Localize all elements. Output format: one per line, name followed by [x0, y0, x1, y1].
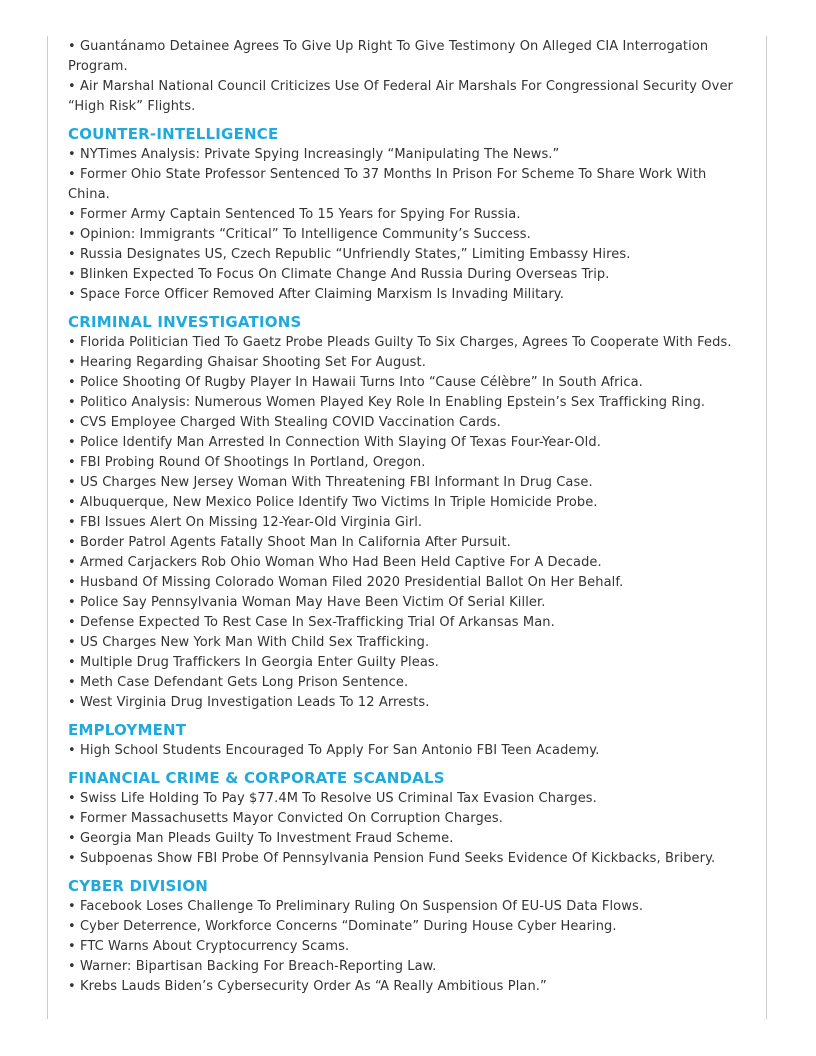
headline-link[interactable]: • Swiss Life Holding To Pay $77.4M To Resolve US Criminal Tax Evasion Charges.: [68, 791, 597, 806]
headline-link[interactable]: • Air Marshal National Council Criticizes Use Of Federal Air Marshals For Congressional Security Over “High Risk” Flights.: [68, 79, 733, 114]
headline-link[interactable]: • Border Patrol Agents Fatally Shoot Man In California After Pursuit.: [68, 535, 511, 550]
headline-link[interactable]: • Krebs Lauds Biden’s Cybersecurity Order As “A Really Ambitious Plan.”: [68, 979, 547, 994]
headline-link[interactable]: • Meth Case Defendant Gets Long Prison Sentence.: [68, 675, 409, 690]
headline-link[interactable]: • Former Army Captain Sentenced To 15 Years for Spying For Russia.: [68, 207, 521, 222]
headline-link[interactable]: • CVS Employee Charged With Stealing COVID Vaccination Cards.: [68, 415, 501, 430]
headline-link[interactable]: • US Charges New Jersey Woman With Threatening FBI Informant In Drug Case.: [68, 475, 593, 490]
headline-link[interactable]: • Cyber Deterrence, Workforce Concerns “Dominate” During House Cyber Hearing.: [68, 919, 617, 934]
headline-link[interactable]: • Space Force Officer Removed After Claiming Marxism Is Invading Military.: [68, 287, 564, 302]
headline-link[interactable]: • Defense Expected To Rest Case In Sex-Trafficking Trial Of Arkansas Man.: [68, 615, 555, 630]
newsletter-body: [68, 37, 742, 997]
section-cyber-division: [68, 876, 742, 997]
headline-link[interactable]: • US Charges New York Man With Child Sex Trafficking.: [68, 635, 430, 650]
headline-link[interactable]: • Hearing Regarding Ghaisar Shooting Set For August.: [68, 355, 426, 370]
headline-link[interactable]: • Warner: Bipartisan Backing For Breach-Reporting Law.: [68, 959, 437, 974]
headline-link[interactable]: • FBI Probing Round Of Shootings In Portland, Oregon.: [68, 455, 426, 470]
headline-link[interactable]: • Blinken Expected To Focus On Climate Change And Russia During Overseas Trip.: [68, 267, 610, 282]
intro-list: [68, 37, 742, 117]
headline-link[interactable]: • Albuquerque, New Mexico Police Identify Two Victims In Triple Homicide Probe.: [68, 495, 598, 510]
headline-link[interactable]: • Opinion: Immigrants “Critical” To Intelligence Community’s Success.: [68, 227, 531, 242]
section-heading: CYBER DIVISION: [68, 877, 209, 895]
headline-link[interactable]: • Police Shooting Of Rugby Player In Hawaii Turns Into “Cause Célèbre” In South Africa.: [68, 375, 643, 390]
headline-link[interactable]: • Former Massachusetts Mayor Convicted On Corruption Charges.: [68, 811, 503, 826]
section-financial-crime: [68, 768, 742, 869]
headline-link[interactable]: • Husband Of Missing Colorado Woman Filed 2020 Presidential Ballot On Her Behalf.: [68, 575, 624, 590]
section-criminal-investigations: [68, 312, 742, 713]
headline-link[interactable]: • FBI Issues Alert On Missing 12-Year-Old Virginia Girl.: [68, 515, 423, 530]
headline-link[interactable]: • Politico Analysis: Numerous Women Played Key Role In Enabling Epstein’s Sex Trafficking Ring.: [68, 395, 706, 410]
headline-link[interactable]: • West Virginia Drug Investigation Leads To 12 Arrests.: [68, 695, 430, 710]
headline-link[interactable]: • Georgia Man Pleads Guilty To Investment Fraud Scheme.: [68, 831, 454, 846]
headline-link[interactable]: • Former Ohio State Professor Sentenced To 37 Months In Prison For Scheme To Share Work With China.: [68, 167, 707, 202]
section-employment: [68, 720, 742, 761]
section-counter-intelligence: [68, 124, 742, 305]
headline-link[interactable]: • Russia Designates US, Czech Republic “Unfriendly States,” Limiting Embassy Hires.: [68, 247, 631, 262]
headline-link[interactable]: • Armed Carjackers Rob Ohio Woman Who Had Been Held Captive For A Decade.: [68, 555, 602, 570]
section-heading: EMPLOYMENT: [68, 721, 187, 739]
headline-link[interactable]: • Subpoenas Show FBI Probe Of Pennsylvania Pension Fund Seeks Evidence Of Kickbacks, Bribery.: [68, 851, 716, 866]
headline-link[interactable]: • Guantánamo Detainee Agrees To Give Up Right To Give Testimony On Alleged CIA Interrogation Program.: [68, 39, 709, 74]
headline-link[interactable]: • Multiple Drug Traffickers In Georgia Enter Guilty Pleas.: [68, 655, 440, 670]
section-heading: FINANCIAL CRIME & CORPORATE SCANDALS: [68, 769, 445, 787]
headline-link[interactable]: • Facebook Loses Challenge To Preliminary Ruling On Suspension Of EU-US Data Flows.: [68, 899, 644, 914]
headline-link[interactable]: • Police Identify Man Arrested In Connection With Slaying Of Texas Four-Year-Old.: [68, 435, 601, 450]
headline-link[interactable]: • Police Say Pennsylvania Woman May Have Been Victim Of Serial Killer.: [68, 595, 546, 610]
headline-link[interactable]: • Florida Politician Tied To Gaetz Probe Pleads Guilty To Six Charges, Agrees To Cooperate With Feds.: [68, 335, 732, 350]
headline-link[interactable]: • FTC Warns About Cryptocurrency Scams.: [68, 939, 350, 954]
headline-link[interactable]: • NYTimes Analysis: Private Spying Increasingly “Manipulating The News.”: [68, 147, 560, 162]
headline-link[interactable]: • High School Students Encouraged To Apply For San Antonio FBI Teen Academy.: [68, 743, 600, 758]
section-heading: COUNTER-INTELLIGENCE: [68, 125, 279, 143]
section-heading: CRIMINAL INVESTIGATIONS: [68, 313, 302, 331]
